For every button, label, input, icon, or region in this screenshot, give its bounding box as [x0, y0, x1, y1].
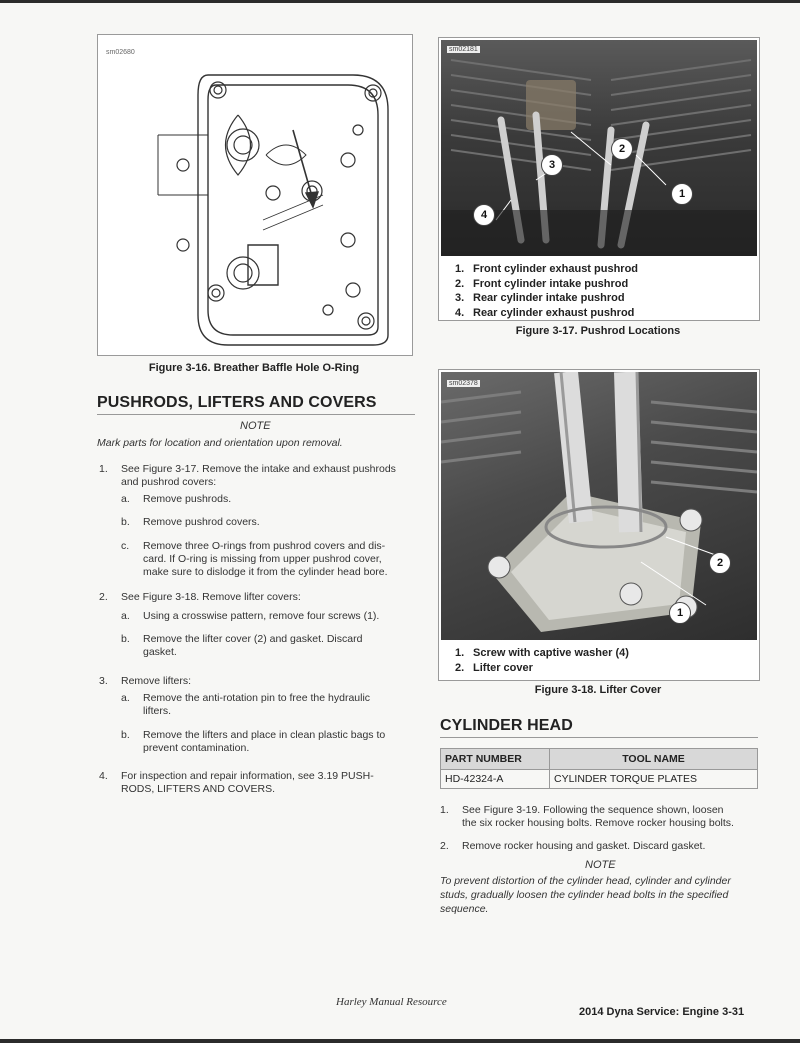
figure-id: sm02680 [106, 49, 135, 56]
step-text [143, 692, 423, 718]
step-line: For inspection and repair information, see 3.19 PUSH- [121, 770, 374, 782]
header-part-number: PART NUMBER [441, 749, 550, 770]
step-text [143, 516, 423, 529]
legend-item [455, 262, 638, 277]
step-text [143, 729, 423, 755]
note-heading: NOTE [585, 859, 616, 871]
tool-name-cell: CYLINDER TORQUE PLATES [550, 770, 758, 789]
manual-page [0, 3, 800, 1039]
step-number: b. [121, 729, 130, 741]
step-text [121, 591, 421, 604]
section-rule [440, 737, 758, 738]
step-line: Remove the lifter cover (2) and gasket. Discard [143, 633, 363, 645]
step-text [121, 463, 421, 489]
part-number-cell: HD-42324-A [441, 770, 550, 789]
step-number: 4. [99, 770, 108, 782]
note-text: Mark parts for location and orientation upon removal. [97, 437, 343, 449]
pushrod-photo [441, 40, 757, 256]
figure-3-18-caption: Figure 3-18. Lifter Cover [534, 684, 662, 696]
note-line: sequence. [440, 903, 489, 915]
legend-text: Rear cylinder exhaust pushrod [473, 306, 635, 319]
step-number: 3. [99, 675, 108, 687]
step-text [121, 675, 421, 688]
step-line: Remove pushrod covers. [143, 516, 260, 528]
step-line: RODS, LIFTERS AND COVERS. [121, 783, 276, 795]
figure-id: sm02378 [449, 380, 478, 387]
footer-source: Harley Manual Resource [336, 996, 447, 1008]
legend-text: Lifter cover [473, 661, 533, 674]
step-line: prevent contamination. [143, 742, 250, 754]
cylinder-head-heading: CYLINDER HEAD [440, 717, 573, 734]
step-line: Remove rocker housing and gasket. Discard gasket. [462, 840, 706, 852]
step-number: a. [121, 610, 130, 622]
legend-text: Front cylinder intake pushrod [473, 277, 629, 290]
step-number: b. [121, 633, 130, 645]
step-line: Using a crosswise pattern, remove four screws (1). [143, 610, 380, 622]
callout-2: 2 [709, 552, 731, 574]
figure-3-16 [97, 34, 413, 356]
step-number: 2. [99, 591, 108, 603]
tool-table-header [441, 749, 758, 770]
step-text [143, 493, 423, 506]
step-text [462, 804, 780, 830]
callout-4: 4 [473, 204, 495, 226]
legend-number: 1. [455, 263, 465, 275]
step-number: 1. [440, 804, 449, 816]
header-tool-name: TOOL NAME [550, 749, 758, 770]
legend-text: Front cylinder exhaust pushrod [473, 263, 639, 275]
step-line: card. If O-ring is missing from upper pushrod cover, [143, 553, 382, 565]
legend-number: 2. [455, 661, 465, 674]
table-row [441, 770, 758, 789]
lifter-cover-photo [441, 372, 757, 640]
step-line: Remove the anti-rotation pin to free the hydraulic [143, 692, 371, 704]
step-number: 1. [99, 463, 108, 475]
step-line: lifters. [143, 705, 172, 717]
footer-page-label: 2014 Dyna Service: Engine 3-31 [579, 1006, 745, 1018]
step-number: b. [121, 516, 130, 528]
step-text [143, 540, 423, 579]
note-line: To prevent distortion of the cylinder head, cylinder and cylinder [440, 875, 731, 887]
legend-number: 3. [455, 292, 465, 304]
step-number: 2. [440, 840, 449, 852]
step-line: Remove the lifters and place in clean plastic bags to [143, 729, 386, 741]
step-text [143, 633, 423, 659]
legend-item [455, 291, 638, 306]
legend-number: 1. [455, 647, 465, 659]
callout-1: 1 [671, 183, 693, 205]
legend-item [455, 661, 629, 676]
legend-number: 4. [455, 306, 465, 319]
step-text [462, 840, 780, 853]
step-text [121, 770, 421, 796]
step-line: Remove pushrods. [143, 493, 232, 505]
step-line: Remove three O-rings from pushrod covers and dis- [143, 540, 386, 552]
figure-3-17-legend [455, 262, 638, 320]
step-line: gasket. [143, 646, 177, 658]
legend-text: Rear cylinder intake pushrod [473, 292, 625, 304]
figure-3-17 [438, 37, 760, 321]
legend-number: 2. [455, 277, 465, 290]
figure-id: sm02181 [449, 46, 478, 53]
callout-3: 3 [541, 154, 563, 176]
tool-table [440, 748, 758, 789]
note-line: studs, gradually loosen the cylinder head bolts in the specified [440, 889, 729, 901]
legend-item [455, 277, 638, 292]
step-line: See Figure 3-17. Remove the intake and exhaust pushrods [121, 463, 396, 475]
step-line: make sure to dislodge it from the cylinder head bore. [143, 566, 388, 578]
breather-baffle-drawing [98, 35, 412, 355]
step-line: the six rocker housing bolts. Remove rocker housing bolts. [462, 817, 734, 829]
step-text [143, 610, 423, 623]
step-line: Remove lifters: [121, 675, 192, 687]
legend-item [455, 306, 638, 321]
figure-3-17-caption: Figure 3-17. Pushrod Locations [515, 325, 681, 337]
step-line: See Figure 3-19. Following the sequence shown, loosen [462, 804, 724, 816]
note-text [440, 874, 762, 916]
legend-text: Screw with captive washer (4) [473, 647, 629, 659]
figure-3-18 [438, 369, 760, 681]
callout-1: 1 [669, 602, 691, 624]
step-line: and pushrod covers: [121, 476, 217, 488]
step-number: c. [121, 540, 130, 552]
pushrods-heading: PUSHRODS, LIFTERS AND COVERS [97, 394, 377, 411]
figure-3-16-caption: Figure 3-16. Breather Baffle Hole O-Ring [148, 362, 360, 374]
section-rule [97, 414, 415, 415]
legend-item [455, 646, 629, 661]
step-number: a. [121, 692, 130, 704]
note-heading: NOTE [240, 420, 271, 432]
figure-3-18-legend [455, 646, 629, 675]
step-line: See Figure 3-18. Remove lifter covers: [121, 591, 301, 603]
step-number: a. [121, 493, 130, 505]
callout-2: 2 [611, 138, 633, 160]
